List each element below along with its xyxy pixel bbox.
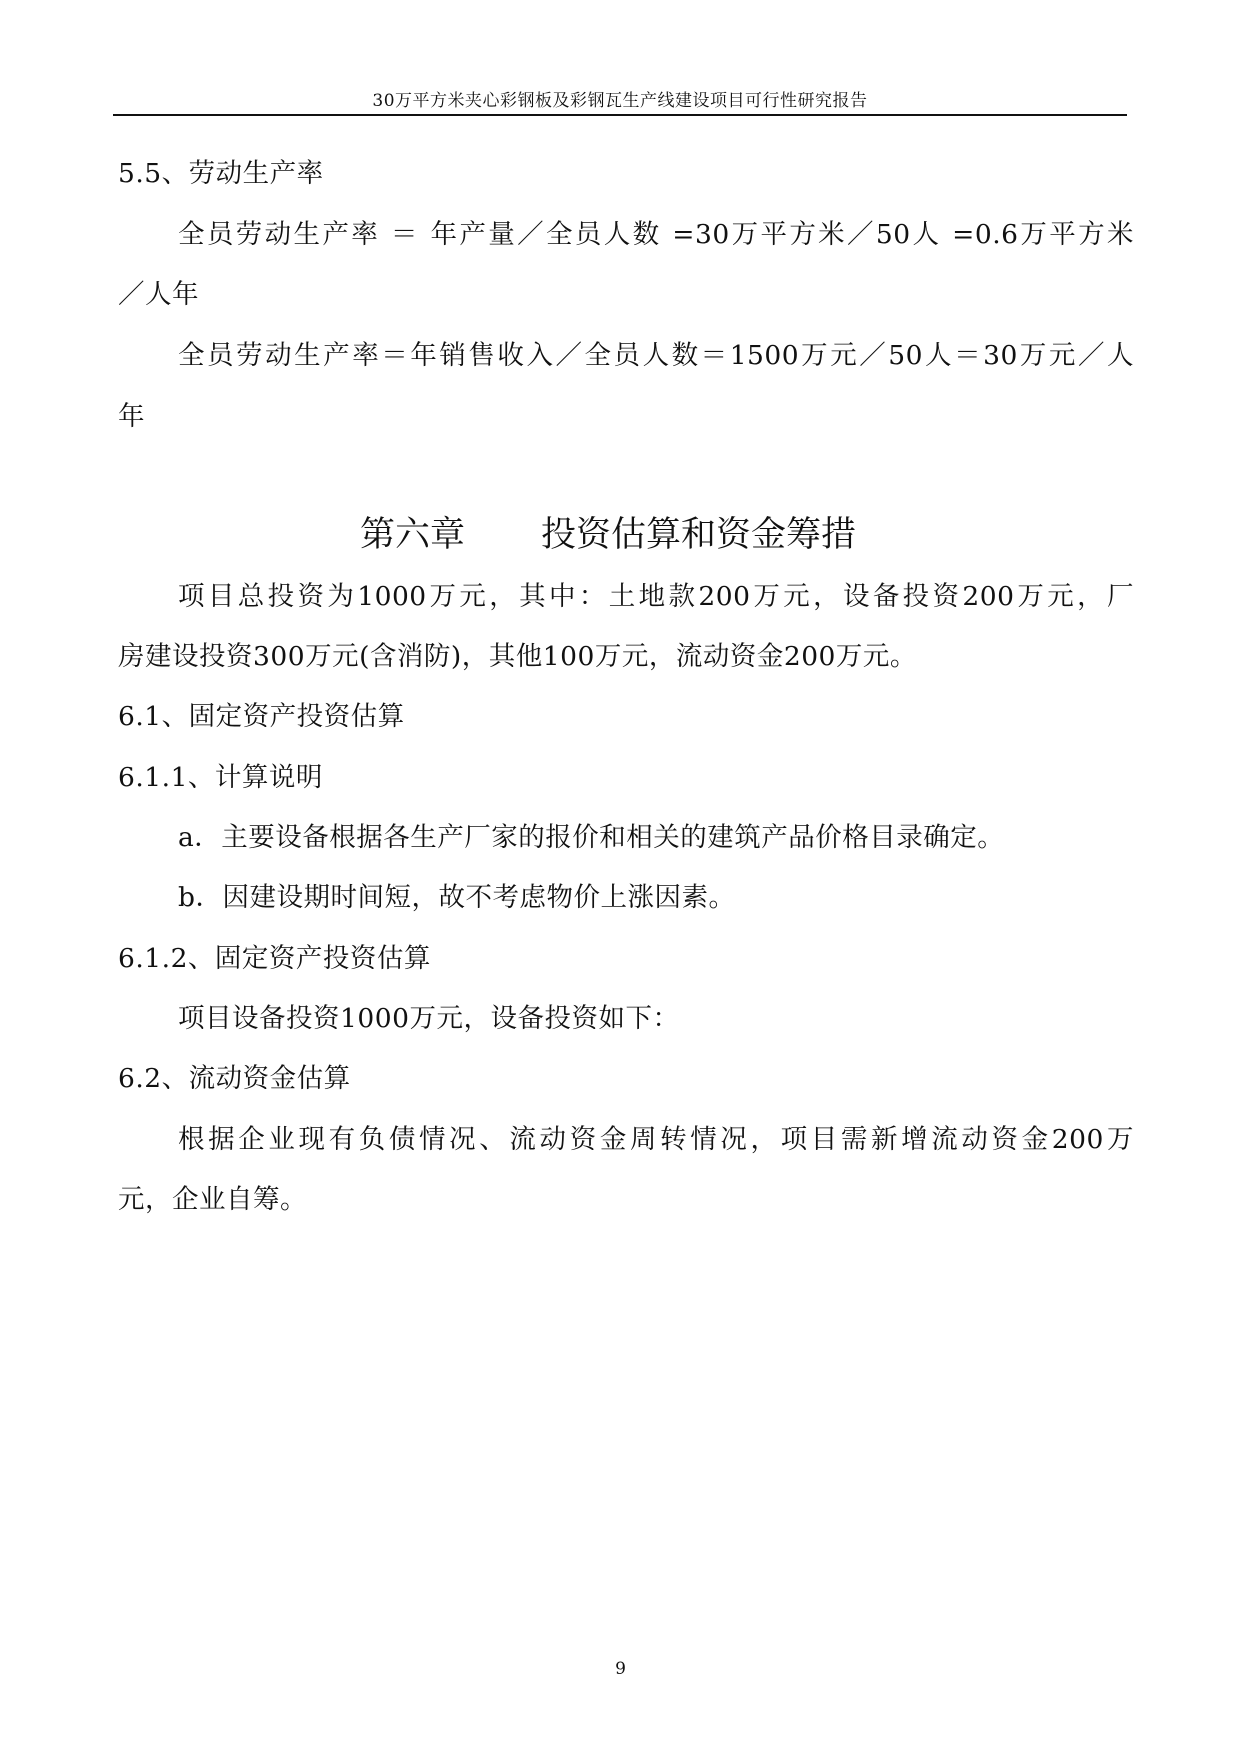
formula-2-line-2: 年 [118,401,145,432]
formula-1-line-2: ／人年 [118,279,199,310]
item-b: b．因建设期时间短，故不考虑物价上涨因素。 [178,882,736,913]
running-header: 30万平方米夹心彩钢板及彩钢瓦生产线建设项目可行性研究报告 [372,91,868,111]
header-divider [113,114,1127,116]
chapter-title: 投资估算和资金筹措 [541,515,857,555]
chapter-6-heading [360,510,856,560]
section-6-1-2-heading: 6.1.2、固定资产投资估算 [118,943,431,974]
working-capital-line-2: 元，企业自筹。 [118,1184,307,1215]
formula-1-line-1: 全员劳动生产率 ＝ 年产量／全员人数 =30万平方米／50人 =0.6万平方米 [178,219,1134,250]
section-6-2-heading: 6.2、流动资金估算 [118,1063,351,1094]
section-6-1-heading: 6.1、固定资产投资估算 [118,701,405,732]
working-capital-line-1: 根据企业现有负债情况、流动资金周转情况，项目需新增流动资金200万 [178,1124,1134,1155]
formula-2-line-1: 全员劳动生产率＝年销售收入／全员人数＝1500万元／50人＝30万元／人 [178,340,1134,371]
section-5-5-heading: 5.5、劳动生产率 [118,158,324,189]
investment-intro-line-1: 项目总投资为1000万元，其中：土地款200万元，设备投资200万元，厂 [178,581,1134,612]
page-number: 9 [615,1659,626,1679]
equipment-investment-text: 项目设备投资1000万元，设备投资如下： [178,1003,680,1034]
section-6-1-1-heading: 6.1.1、计算说明 [118,762,323,793]
item-a: a．主要设备根据各生产厂家的报价和相关的建筑产品价格目录确定。 [178,822,1005,853]
investment-intro-line-2: 房建设投资300万元(含消防)，其他100万元，流动资金200万元。 [118,641,917,672]
chapter-number: 第六章 [360,515,466,555]
